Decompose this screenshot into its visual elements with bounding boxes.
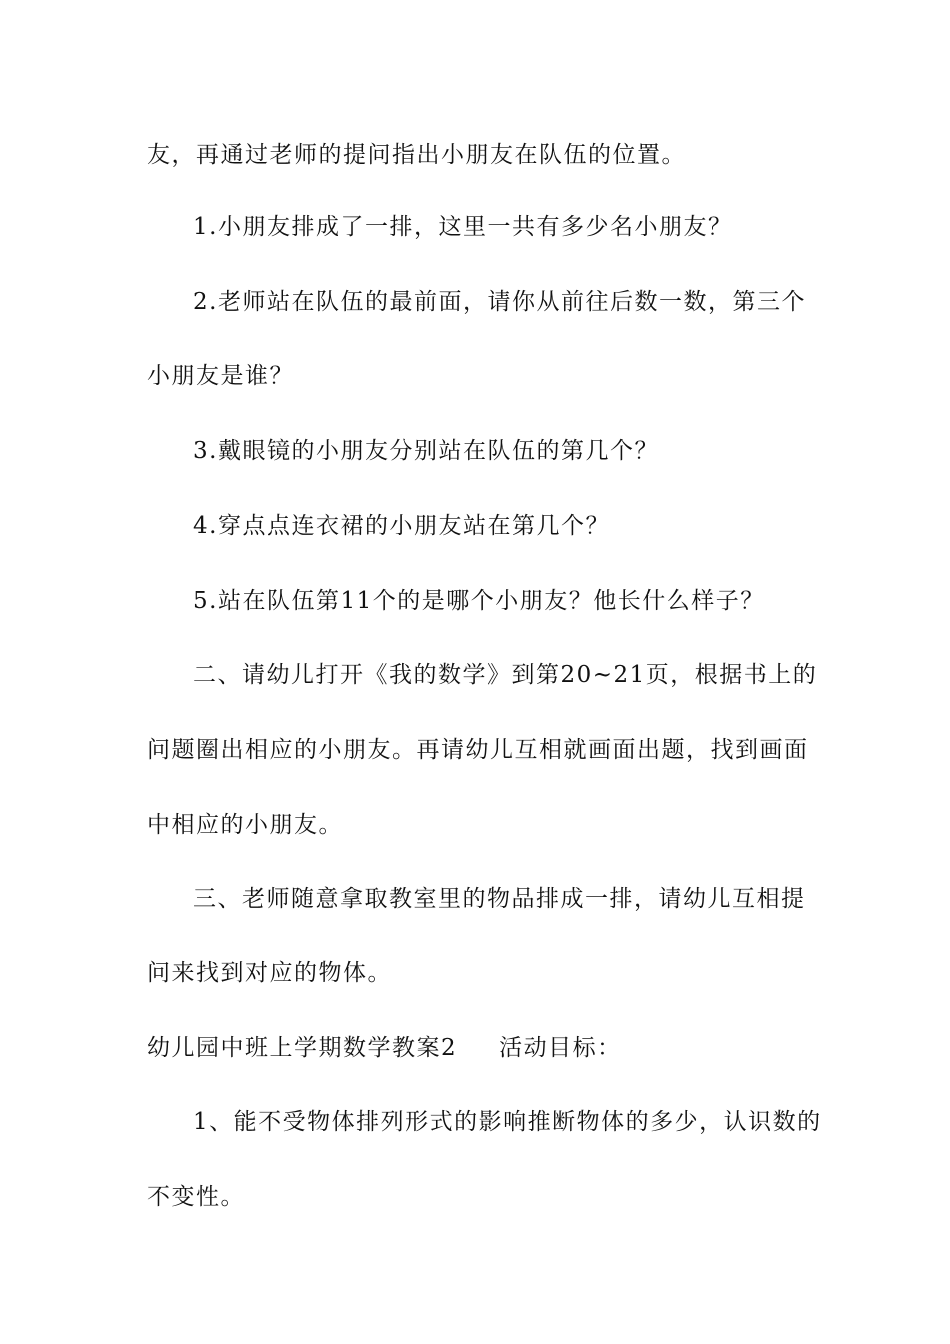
paragraph-line: 中相应的小朋友。 [147,812,343,838]
question-5: 5.站在队伍第11个的是哪个小朋友？他长什么样子？ [193,588,765,614]
question-3: 3.戴眼镜的小朋友分别站在队伍的第几个？ [193,438,659,464]
goal-1: 1、能不受物体排列形式的影响推断物体的多少，认识数的 [193,1109,822,1135]
question-4: 4.穿点点连衣裙的小朋友站在第几个？ [193,513,610,539]
paragraph-line: 问题圈出相应的小朋友。再请幼儿互相就画面出题，找到画面 [147,737,809,763]
lesson-title: 幼儿园中班上学期数学教案2 [147,1035,458,1061]
paragraph-line: 问来找到对应的物体。 [147,960,392,986]
section-2-line: 二、请幼儿打开《我的数学》到第20~21页，根据书上的 [193,662,818,688]
section-3-line: 三、老师随意拿取教室里的物品排成一排，请幼儿互相提 [193,886,806,912]
lesson-heading [147,1033,807,1063]
question-2: 2.老师站在队伍的最前面，请你从前往后数一数，第三个 [193,289,806,315]
paragraph-line: 友，再通过老师的提问指出小朋友在队伍的位置。 [147,142,686,168]
paragraph-line: 不变性。 [147,1184,245,1210]
lesson-subtitle: 活动目标： [499,1035,622,1061]
question-1: 1.小朋友排成了一排，这里一共有多少名小朋友？ [193,214,733,240]
paragraph-line: 小朋友是谁？ [147,363,294,389]
